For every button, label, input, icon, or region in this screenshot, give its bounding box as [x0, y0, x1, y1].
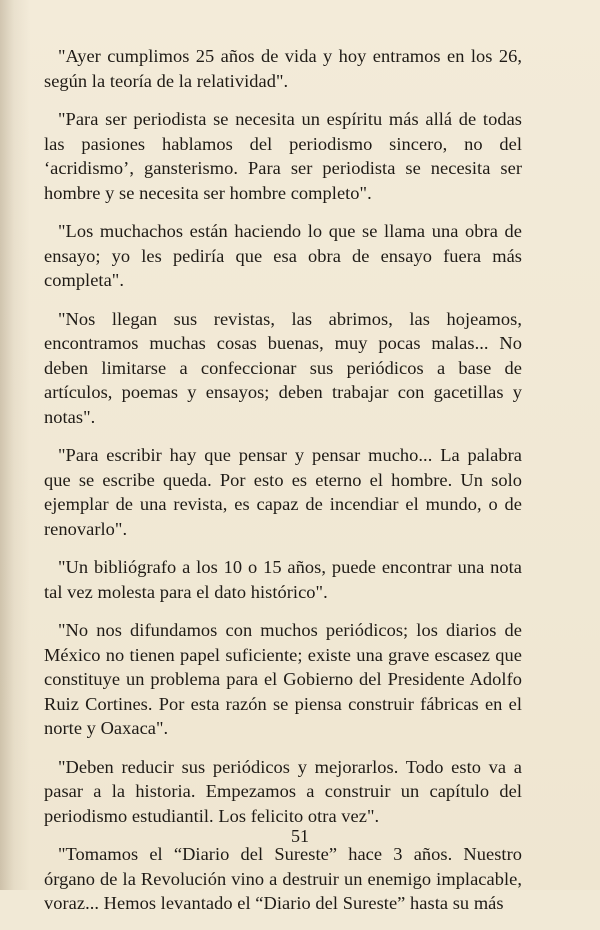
paragraph-6: "Un bibliógrafo a los 10 o 15 años, puede encontrar una nota tal vez molesta para el dato histórico".: [44, 557, 522, 602]
paragraph-5: "Para escribir hay que pensar y pensar mucho... La palabra que se escribe queda. Por esto es eterno el hombre. Un solo ejemplar de una revista, es capaz de incendiar el mundo, o de renovarlo".: [44, 445, 522, 539]
paragraph-7: "No nos difundamos con muchos periódicos; los diarios de México no tienen papel suficiente; existe una grave escasez que constituye un problema para el Gobierno del Presidente Adolfo Ruiz Cortines. Por esta razón se piensa construir fábricas en el norte y Oaxaca".: [44, 620, 522, 738]
paragraph-2: "Para ser periodista se necesita un espíritu más allá de todas las pasiones hablamos del periodismo sincero, no del ‘acridismo’, gansterismo. Para ser periodista se necesita ser hombre y se necesita ser hombre completo".: [44, 109, 522, 203]
paragraph-9: "Tomamos el “Diario del Sureste” hace 3 años. Nuestro órgano de la Revolución vino a destruir un enemigo implacable, voraz... Hemos levantado el “Diario del Sureste” hasta su más: [44, 844, 522, 913]
paragraph-8: "Deben reducir sus periódicos y mejorarlos. Todo esto va a pasar a la historia. Empezamos a construir un capítulo del periodismo estudiantil. Los felicito otra vez".: [44, 756, 522, 826]
paragraph-4: "Nos llegan sus revistas, las abrimos, las hojeamos, encontramos muchas cosas buenas, muy pocas malas... No deben limitarse a confeccionar sus periódicos a base de artículos, poemas y ensayos; deben trabajar con gacetillas y notas".: [44, 308, 522, 427]
paragraph-1: "Ayer cumplimos 25 años de vida y hoy entramos en los 26, según la teoría de la relatividad".: [44, 46, 522, 91]
paragraph-3: "Los muchachos están haciendo lo que se llama una obra de ensayo; yo les pediría que esa obra de ensayo fuera más completa".: [44, 221, 522, 290]
page-number: 51: [291, 826, 309, 846]
body-text: [44, 44, 522, 930]
